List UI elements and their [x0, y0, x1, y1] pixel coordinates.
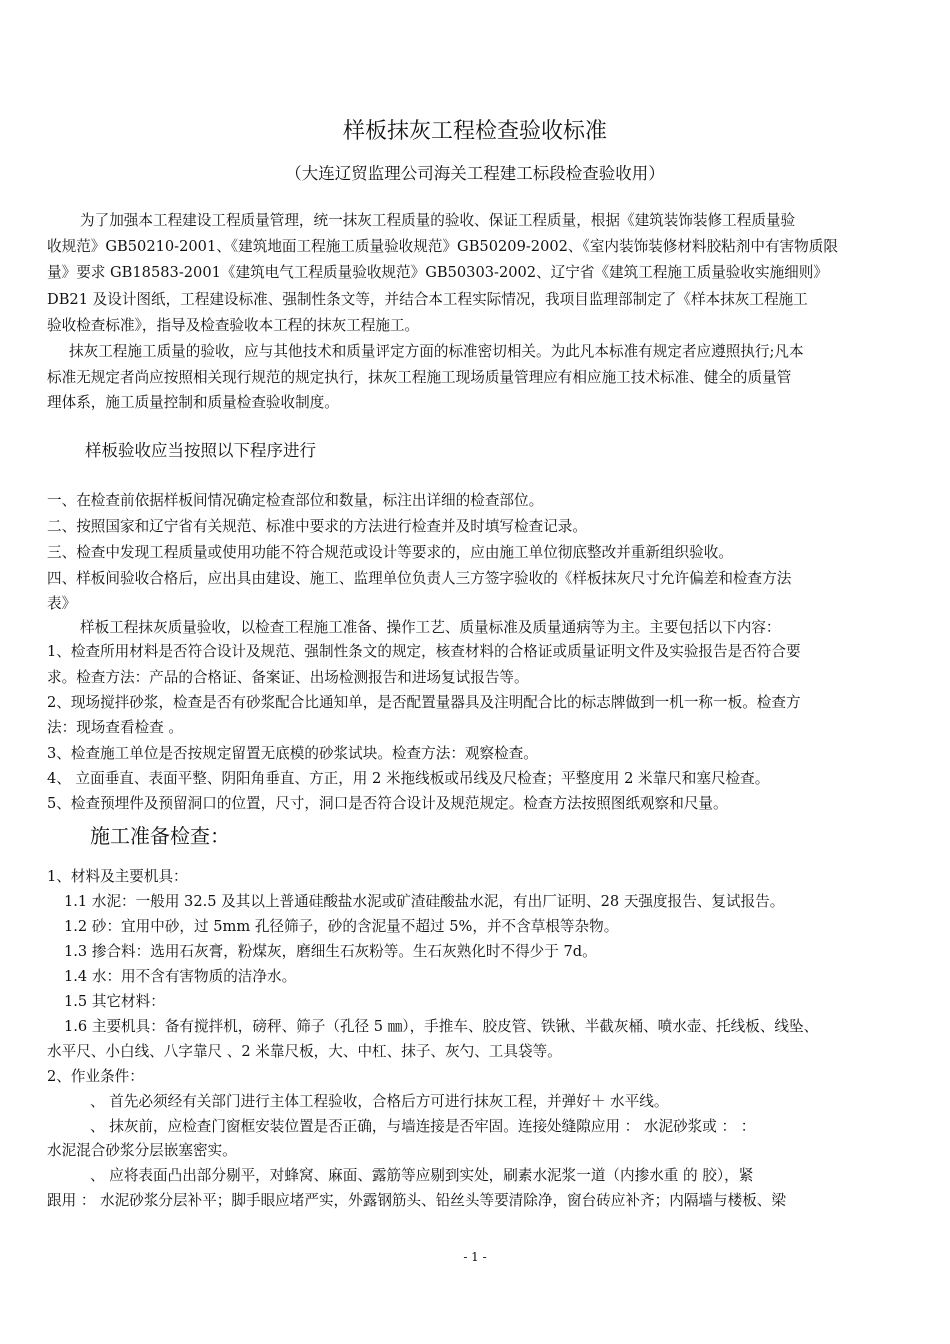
step-line: 法：现场查看检查 。: [47, 719, 183, 736]
intro-line: 量》要求 GB18583-2001《建筑电气工程质量验收规范》GB50303-2002、辽宁省《建筑工程施工质量验收实施细则》: [47, 264, 828, 281]
step-line: 5、检查预埋件及预留洞口的位置，尺寸，洞口是否符合设计及规范规定。检查方法按照图纸观察和尺量。: [47, 795, 728, 812]
document-subtitle: （大连辽贸监理公司海关工程建工标段检查验收用）: [285, 164, 665, 183]
step-line: 4、 立面垂直、表面平整、阴阳角垂直、方正，用 2 米拖线板或吊线及尺检查；平整度用 2 米靠尺和塞尺检查。: [47, 770, 770, 787]
prep-line: 、 首先必须经有关部门进行主体工程验收，合格后方可进行抹灰工程，并弹好＋ 水平线。: [90, 1093, 669, 1110]
step-line: 1、检查所用材料是否符合设计及规范、强制性条文的规定，核查材料的合格证或质量证明文件及实验报告是否符合要: [47, 643, 801, 660]
step-line: 2、现场搅拌砂浆，检查是否有砂浆配合比通知单，是否配置量器具及注明配合比的标志牌做到一机一称一板。检查方: [47, 694, 801, 711]
step-line: 三、检查中发现工程质量或使用功能不符合规范或设计等要求的，应由施工单位彻底整改并重新组织验收。: [47, 544, 733, 561]
section-heading: 样板验收应当按照以下程序进行: [85, 441, 316, 460]
step-line: 一、在检查前依据样板间情况确定检查部位和数量，标注出详细的检查部位。: [47, 492, 544, 509]
step-line: 表》: [47, 595, 77, 612]
prep-line: 1.2 砂：宜用中砂，过 5mm 孔径筛子，砂的含泥量不超过 5%，并不含草根等杂物。: [64, 918, 619, 935]
intro-line: 验收检查标准》，指导及检查验收本工程的抹灰工程施工。: [47, 317, 420, 334]
intro-line: 为了加强本工程建设工程质量管理，统一抹灰工程质量的验收、保证工程质量，根据《建筑装饰装修工程质量验: [80, 212, 796, 229]
prep-line: 1、材料及主要机具：: [47, 868, 188, 885]
prep-line: 水平尺、小白线、八字靠尺 、2 米靠尺板，大、中杠、抹子、灰勺、工具袋等。: [47, 1043, 562, 1060]
prep-line: 1.4 水：用不含有害物质的洁净水。: [64, 968, 297, 985]
step-line: 四、样板间验收合格后，应出具由建设、施工、监理单位负责人三方签字验收的《样板抹灰尺寸允许偏差和检查方法: [47, 570, 792, 587]
step-line: 二、按照国家和辽宁省有关规范、标准中要求的方法进行检查并及时填写检查记录。: [47, 518, 587, 535]
intro-line: DB21 及设计图纸，工程建设标准、强制性条文等，并结合本工程实际情况，我项目监理部制定了《样本抹灰工程施工: [47, 291, 808, 308]
prep-line: 跟用 ： 水泥砂浆分层补平；脚手眼应堵严实，外露钢筋头、铅丝头等要清除净，窗台砖应补齐；内隔墙与楼板、梁: [47, 1192, 786, 1209]
step-line: 3、检查施工单位是否按规定留置无底模的砂浆试块。检查方法：观察检查。: [47, 745, 538, 762]
intro-line: 理体系，施工质量控制和质量检查验收制度。: [47, 394, 339, 411]
prep-line: 1.6 主要机具：备有搅拌机，磅秤、筛子（孔径 5 ㎜），手推车、胶皮管、铁锹、半截灰桶、喷水壶、托线板、线坠、: [64, 1018, 819, 1035]
prep-line: 2、作业条件：: [47, 1068, 144, 1085]
prep-line: 、 抹灰前，应检查门窗框安装位置是否正确，与墙连接是否牢固。连接处缝隙应用 ： 水泥砂浆或 ： ：: [90, 1118, 756, 1135]
prep-line: 、 应将表面凸出部分剔平，对蜂窝、麻面、露筋等应剔到实处，刷素水泥浆一道（内掺水重 的 胶），紧: [90, 1167, 754, 1184]
prep-line: 1.3 掺合料：选用石灰膏，粉煤灰，磨细生石灰粉等。生石灰熟化时不得少于 7d。: [64, 943, 597, 960]
step-line: 求。检查方法：产品的合格证、备案证、出场检测报告和进场复试报告等。: [47, 669, 529, 686]
prep-line: 1.1 水泥：一般用 32.5 及其以上普通硅酸盐水泥或矿渣硅酸盐水泥，有出厂证明、28 天强度报告、复试报告。: [64, 893, 785, 910]
document-title: 样板抹灰工程检查验收标准: [342, 119, 607, 144]
step-line: 样板工程抹灰质量验收，以检查工程施工准备、操作工艺、质量标准及质量通病等为主。主要包括以下内容：: [80, 619, 781, 636]
page-number: - 1 -: [463, 1250, 487, 1264]
intro-line: 收规范》GB50210-2001、《建筑地面工程施工质量验收规范》GB50209-2002、《室内装饰装修材料胶粘剂中有害物质限: [47, 238, 838, 255]
prep-line: 1.5 其它材料：: [64, 993, 165, 1010]
section-heading: 施工准备检查：: [90, 824, 230, 848]
intro-line: 标准无规定者尚应按照相关现行规范的规定执行，抹灰工程施工现场质量管理应有相应施工技术标准、健全的质量管: [47, 369, 792, 386]
prep-line: 水泥混合砂浆分层嵌塞密实。: [47, 1142, 237, 1159]
intro-line: 抹灰工程施工质量的验收，应与其他技术和质量评定方面的标准密切相关。为此凡本标准有规定者应遵照执行;凡本: [69, 343, 804, 360]
